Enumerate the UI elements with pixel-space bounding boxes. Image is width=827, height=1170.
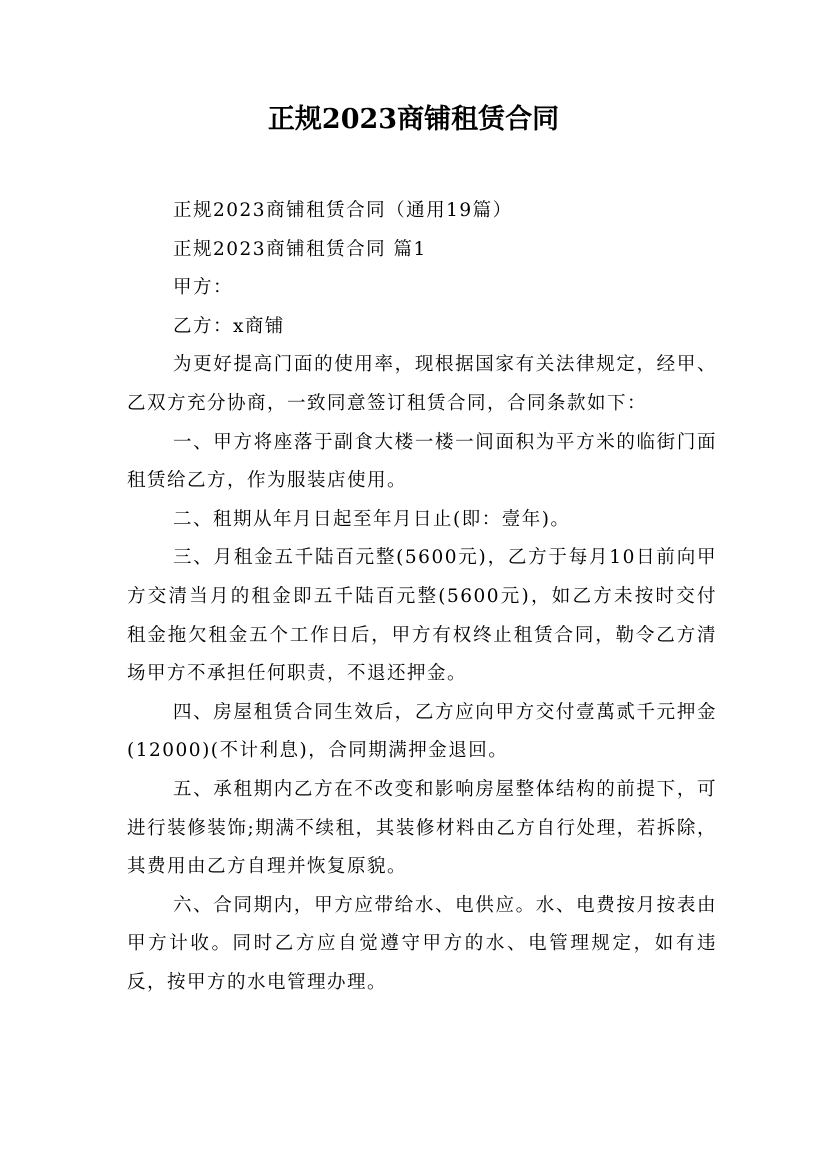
document-title: 正规2023商铺租赁合同: [267, 104, 560, 135]
section-heading: 正规2023商铺租赁合同 篇1: [173, 238, 427, 260]
document-body: [127, 192, 717, 1002]
doc-subtitle: 正规2023商铺租赁合同（通用19篇）: [173, 200, 513, 221]
preamble-paragraph: 为更好提高门面的使用率，现根据国家有关法律规定，经甲、乙双方充分协商，一致同意签订租赁合同，合同条款如下：: [127, 354, 717, 414]
party-a-line: 甲方：: [173, 277, 234, 299]
clause-4: 四、房屋租赁合同生效后，乙方应向甲方交付壹萬贰千元押金(12000)(不计利息)，合同期满押金退回。: [127, 701, 717, 762]
clause-6: 六、合同期内，甲方应带给水、电供应。水、电费按月按表由甲方计收。同时乙方应自觉遵守甲方的水、电管理规定，如有违反，按甲方的水电管理办理。: [127, 894, 717, 993]
clause-2: 二、租期从年月日起至年月日止(即：壹年)。: [173, 508, 571, 530]
clause-5: 五、承租期内乙方在不改变和影响房屋整体结构的前提下，可进行装修装饰;期满不续租，其装修材料由乙方自行处理，若拆除，其费用由乙方自理并恢复原貌。: [127, 778, 717, 878]
clause-1: 一、甲方将座落于副食大楼一楼一间面积为平方米的临街门面租赁给乙方，作为服装店使用。: [127, 431, 717, 492]
party-b-line: 乙方：x商铺: [173, 315, 285, 337]
clause-3: 三、月租金五千陆百元整(5600元)，乙方于每月10日前向甲方交清当月的租金即五千陆百元整(5600元)，如乙方未按时交付租金拖欠租金五个工作日后，甲方有权终止租赁合同，勒令乙方清场甲方不承担任何职责，不退还押金。: [127, 547, 717, 685]
